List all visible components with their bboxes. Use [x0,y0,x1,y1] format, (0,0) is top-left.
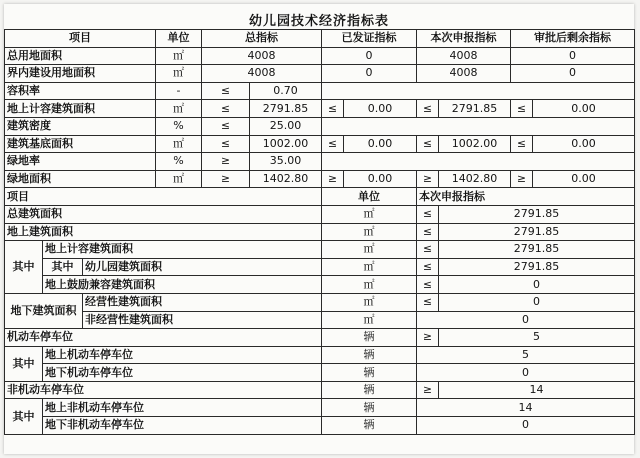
issued-operator: ≥ [322,170,344,188]
row-operator: ≤ [417,293,439,311]
document-sheet [4,4,634,454]
row-name: 非机动车停车位 [5,381,322,399]
row-unit: ㎡ [322,241,417,259]
row-operator: ≥ [417,329,439,347]
row-current: 1402.80 [439,170,511,188]
row-name: 界内建设用地面积 [5,65,156,83]
table-row [5,241,635,259]
row-name: 地上鼓励兼容建筑面积 [43,276,322,294]
row-issued: 0 [322,47,417,65]
row-unit: ㎡ [322,293,417,311]
row-value: 0 [417,364,635,382]
header-unit: 单位 [156,30,202,48]
row-current: 1002.00 [439,135,511,153]
row-name: 经营性建筑面积 [83,293,322,311]
remain-operator: ≥ [511,170,533,188]
table-row [5,47,635,65]
row-remain: 0 [511,47,635,65]
row-name: 地上非机动车停车位 [43,399,322,417]
row-value: 14 [439,381,635,399]
row-unit: ㎡ [156,135,202,153]
row-unit: ㎡ [156,47,202,65]
row-name: 非经营性建筑面积 [83,311,322,329]
row-total: 2791.85 [250,100,322,118]
row-value: 2791.85 [439,223,635,241]
row-name: 建筑密度 [5,117,156,135]
header-issued: 已发证指标 [322,30,417,48]
table-row [5,205,635,223]
table-row [5,329,635,347]
table-row [5,311,635,329]
qizhong-label: 其中 [5,399,43,434]
row-name: 建筑基底面积 [5,135,156,153]
row-current: 4008 [417,47,511,65]
row-operator: ≥ [202,153,250,171]
row-operator: ≤ [417,205,439,223]
row-unit: 辆 [322,417,417,435]
row-name: 总建筑面积 [5,205,322,223]
qizhong-label: 其中 [5,241,43,294]
row-unit: 辆 [322,381,417,399]
row-unit: ㎡ [156,65,202,83]
table-row [5,258,635,276]
table-row [5,399,635,417]
row-issued: 0.00 [344,135,417,153]
row-unit: ㎡ [322,311,417,329]
row-operator: ≥ [417,381,439,399]
row-unit: ㎡ [156,170,202,188]
section-header-item: 项目 [5,188,322,206]
row-name: 地上计容建筑面积 [5,100,156,118]
row-operator: ≥ [202,170,250,188]
row-total: 35.00 [250,153,322,171]
header-remain: 审批后剩余指标 [511,30,635,48]
section-header-current: 本次申报指标 [417,188,635,206]
row-operator: ≤ [202,117,250,135]
qizhong-sub-label: 其中 [43,258,83,276]
table-row [5,364,635,382]
row-unit: - [156,82,202,100]
row-unit: % [156,117,202,135]
qizhong-label: 其中 [5,346,43,381]
row-value: 0 [417,417,635,435]
indicator-table [4,29,635,435]
row-operator: ≤ [202,100,250,118]
row-unit: 辆 [322,399,417,417]
current-operator: ≤ [417,100,439,118]
row-name: 地上机动车停车位 [43,346,322,364]
blank-cell [322,82,635,100]
row-issued: 0 [322,65,417,83]
row-unit: 辆 [322,329,417,347]
row-current: 4008 [417,65,511,83]
row-total: 25.00 [250,117,322,135]
row-operator: ≤ [202,135,250,153]
row-operator: ≤ [417,241,439,259]
row-operator: ≤ [417,258,439,276]
row-unit: ㎡ [322,205,417,223]
table-row [5,417,635,435]
remain-operator: ≤ [511,100,533,118]
row-unit: ㎡ [322,258,417,276]
header-current: 本次申报指标 [417,30,511,48]
underground-area-label: 地下建筑面积 [5,293,83,328]
row-value: 0 [439,293,635,311]
blank-cell [322,153,635,171]
row-total: 0.70 [250,82,322,100]
row-unit: ㎡ [156,100,202,118]
row-value: 2791.85 [439,205,635,223]
table-row [5,153,635,171]
table-row [5,117,635,135]
row-remain: 0 [511,65,635,83]
table-title: 幼儿园技术经济指标表 [248,14,389,29]
current-operator: ≥ [417,170,439,188]
row-name: 地下机动车停车位 [43,364,322,382]
row-operator: ≤ [417,276,439,294]
row-remain: 0.00 [533,170,635,188]
issued-operator: ≤ [322,135,344,153]
row-remain: 0.00 [533,100,635,118]
header-total: 总指标 [202,30,322,48]
issued-operator: ≤ [322,100,344,118]
row-operator: ≤ [417,223,439,241]
table-row [5,100,635,118]
table-header-row [5,30,635,48]
section-header-unit: 单位 [322,188,417,206]
table-row [5,82,635,100]
row-value: 0 [439,276,635,294]
row-name: 地下非机动车停车位 [43,417,322,435]
row-unit: 辆 [322,364,417,382]
row-name: 幼儿园建筑面积 [83,258,322,276]
row-value: 5 [417,346,635,364]
row-value: 0 [417,311,635,329]
row-name: 机动车停车位 [5,329,322,347]
row-current: 2791.85 [439,100,511,118]
remain-operator: ≤ [511,135,533,153]
row-total: 1002.00 [250,135,322,153]
row-total: 1402.80 [250,170,322,188]
current-operator: ≤ [417,135,439,153]
row-name: 地上计容建筑面积 [43,241,322,259]
row-name: 绿地面积 [5,170,156,188]
row-unit: ㎡ [322,223,417,241]
row-issued: 0.00 [344,100,417,118]
table-row [5,170,635,188]
row-total: 4008 [202,47,322,65]
row-unit: 辆 [322,346,417,364]
table-row [5,346,635,364]
row-remain: 0.00 [533,135,635,153]
row-name: 地上建筑面积 [5,223,322,241]
row-unit: % [156,153,202,171]
row-total: 4008 [202,65,322,83]
row-value: 2791.85 [439,241,635,259]
row-name: 绿地率 [5,153,156,171]
header-item: 项目 [5,30,156,48]
table-row [5,135,635,153]
row-issued: 0.00 [344,170,417,188]
table-row [5,276,635,294]
row-unit: ㎡ [322,276,417,294]
row-name: 总用地面积 [5,47,156,65]
row-name: 容积率 [5,82,156,100]
table-row [5,293,635,311]
blank-cell [322,117,635,135]
section-header-row [5,188,635,206]
row-value: 14 [417,399,635,417]
row-value: 2791.85 [439,258,635,276]
row-value: 5 [439,329,635,347]
table-row [5,381,635,399]
table-row [5,65,635,83]
row-operator: ≤ [202,82,250,100]
table-row [5,223,635,241]
